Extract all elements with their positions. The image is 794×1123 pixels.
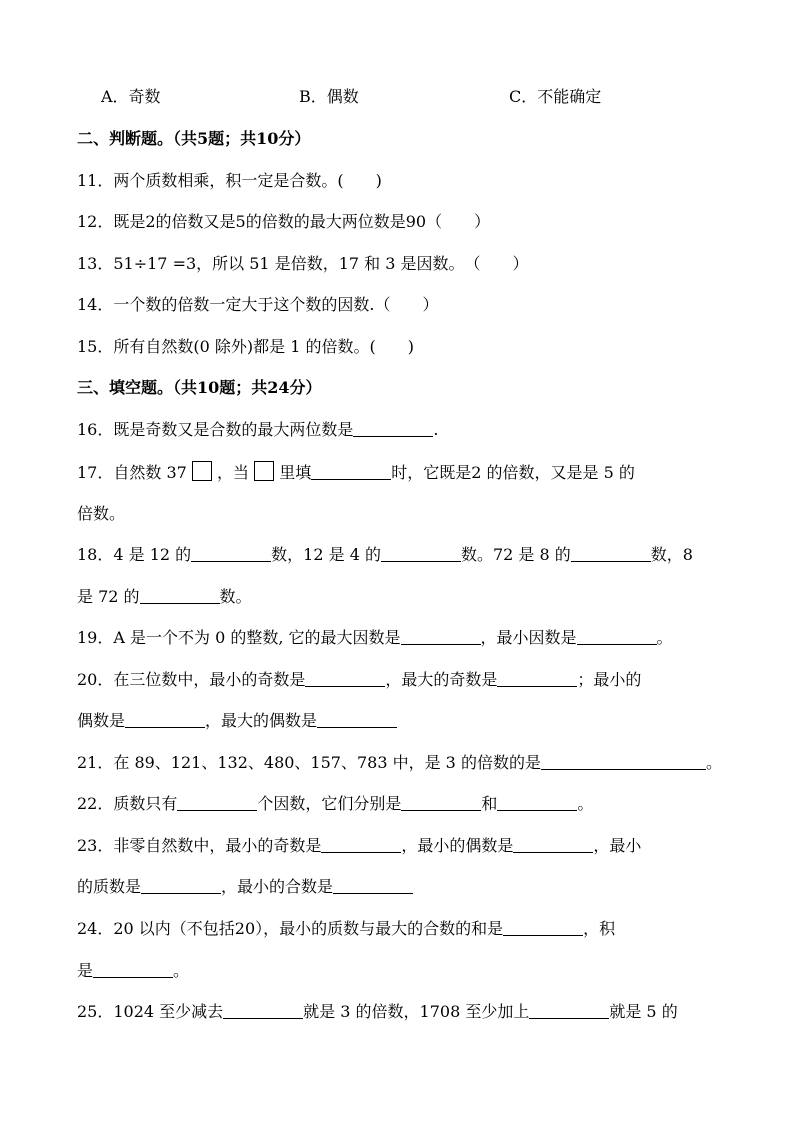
question-19-text: 19．A 是一个不为 0 的整数, 它的最大因数是 bbox=[77, 628, 401, 647]
answer-blank[interactable] bbox=[529, 1002, 609, 1019]
question-20-cont bbox=[77, 710, 397, 732]
question-22 bbox=[77, 793, 593, 815]
answer-blank[interactable] bbox=[401, 794, 481, 811]
question-16 bbox=[77, 419, 438, 441]
question-17 bbox=[77, 461, 635, 484]
question-22-end: 。 bbox=[577, 794, 594, 813]
question-16-text: 16．既是奇数又是合数的最大两位数是 bbox=[77, 420, 354, 439]
question-23-cont bbox=[77, 876, 413, 898]
question-21-end: 。 bbox=[705, 753, 722, 772]
question-11: 11．两个质数相乘，积一定是合数。( ) bbox=[77, 171, 382, 190]
answer-blank[interactable] bbox=[321, 836, 401, 853]
answer-box[interactable] bbox=[192, 461, 212, 481]
question-17-text-2: ，当 bbox=[217, 463, 250, 482]
answer-blank[interactable] bbox=[333, 877, 413, 894]
answer-blank[interactable] bbox=[141, 877, 221, 894]
question-20-text: 20．在三位数中，最小的奇数是 bbox=[77, 670, 306, 689]
question-24-cont bbox=[77, 960, 189, 982]
question-25-text: 25．1024 至少减去 bbox=[77, 1002, 224, 1021]
answer-blank[interactable] bbox=[577, 628, 657, 645]
question-13: 13．51÷17 =3，所以 51 是倍数，17 和 3 是因数。 （ ） bbox=[77, 254, 529, 273]
question-23 bbox=[77, 835, 641, 857]
question-24-text-3: 是 bbox=[77, 961, 94, 980]
option-a: A．奇数 bbox=[101, 87, 161, 106]
question-22-text-2: 个因数，它们分别是 bbox=[257, 794, 402, 813]
question-19-text-2: ，最小因数是 bbox=[480, 628, 577, 647]
question-15: 15．所有自然数(0 除外)都是 1 的倍数。( ) bbox=[77, 337, 414, 356]
question-24-end: 。 bbox=[173, 961, 190, 980]
question-16-end: . bbox=[433, 420, 439, 439]
option-b: B．偶数 bbox=[299, 87, 359, 106]
answer-blank[interactable] bbox=[93, 961, 173, 978]
question-18-text-6: 数。 bbox=[219, 587, 252, 606]
question-19-end: 。 bbox=[656, 628, 673, 647]
answer-blank[interactable] bbox=[311, 463, 391, 480]
question-19 bbox=[77, 627, 673, 649]
question-24 bbox=[77, 918, 615, 940]
question-21 bbox=[77, 752, 722, 774]
answer-blank[interactable] bbox=[497, 794, 577, 811]
question-20-text-3: ；最小的 bbox=[577, 670, 642, 689]
question-17-cont: 倍数。 bbox=[77, 504, 126, 523]
answer-blank[interactable] bbox=[503, 919, 583, 936]
question-17-text-4: 时，它既是2 的倍数，又是是 5 的 bbox=[391, 463, 635, 482]
option-c: C．不能确定 bbox=[509, 87, 602, 106]
question-22-text: 22．质数只有 bbox=[77, 794, 178, 813]
question-22-text-3: 和 bbox=[481, 794, 498, 813]
answer-blank[interactable] bbox=[305, 670, 385, 687]
answer-blank[interactable] bbox=[381, 545, 461, 562]
question-17-text-3: 里填 bbox=[279, 463, 312, 482]
question-23-text-3: ，最小 bbox=[593, 836, 642, 855]
answer-blank[interactable] bbox=[317, 711, 397, 728]
question-17-text: 17．自然数 37 bbox=[77, 463, 187, 482]
answer-blank[interactable] bbox=[497, 670, 577, 687]
question-23-text-2: ，最小的偶数是 bbox=[401, 836, 514, 855]
answer-blank[interactable] bbox=[125, 711, 205, 728]
answer-blank[interactable] bbox=[353, 420, 433, 437]
question-20-text-4: 偶数是 bbox=[77, 711, 126, 730]
section-2-title: 二、判断题。（共5题；共10分） bbox=[77, 129, 311, 148]
answer-blank[interactable] bbox=[571, 545, 651, 562]
question-23-text: 23．非零自然数中，最小的奇数是 bbox=[77, 836, 322, 855]
section-3-title: 三、填空题。（共10题；共24分） bbox=[77, 378, 322, 397]
question-24-text-2: ，积 bbox=[583, 919, 616, 938]
question-21-text: 21．在 89、121、132、480、157、783 中，是 3 的倍数的是 bbox=[77, 753, 541, 772]
question-18-text-3: 数。72 是 8 的 bbox=[460, 545, 571, 564]
answer-blank[interactable] bbox=[177, 794, 257, 811]
question-18-text: 18．4 是 12 的 bbox=[77, 545, 192, 564]
question-23-text-5: ，最小的合数是 bbox=[221, 877, 334, 896]
question-24-text: 24．20 以内（不包括20），最小的质数与最大的合数的和是 bbox=[77, 919, 504, 938]
question-14: 14．一个数的倍数一定大于这个数的因数.（ ） bbox=[77, 295, 439, 314]
question-18 bbox=[77, 544, 693, 566]
question-23-text-4: 的质数是 bbox=[77, 877, 142, 896]
question-25-text-3: 就是 5 的 bbox=[609, 1002, 678, 1021]
question-12: 12．既是2的倍数又是5的倍数的最大两位数是90（ ） bbox=[77, 212, 491, 231]
question-18-text-2: 数，12 是 4 的 bbox=[271, 545, 381, 564]
question-25 bbox=[77, 1001, 678, 1023]
answer-blank[interactable] bbox=[541, 753, 706, 770]
question-25-text-2: 就是 3 的倍数，1708 至少加上 bbox=[303, 1002, 530, 1021]
question-20 bbox=[77, 669, 641, 691]
question-20-text-2: ，最大的奇数是 bbox=[385, 670, 498, 689]
answer-blank[interactable] bbox=[513, 836, 593, 853]
answer-box-ref bbox=[254, 461, 274, 481]
answer-blank[interactable] bbox=[401, 628, 481, 645]
question-18-text-4: 数，8 bbox=[650, 545, 693, 564]
question-18-cont bbox=[77, 586, 252, 608]
answer-blank[interactable] bbox=[191, 545, 271, 562]
question-18-text-5: 是 72 的 bbox=[77, 587, 140, 606]
answer-blank[interactable] bbox=[140, 587, 220, 604]
answer-blank[interactable] bbox=[223, 1002, 303, 1019]
question-20-text-5: ，最大的偶数是 bbox=[205, 711, 318, 730]
